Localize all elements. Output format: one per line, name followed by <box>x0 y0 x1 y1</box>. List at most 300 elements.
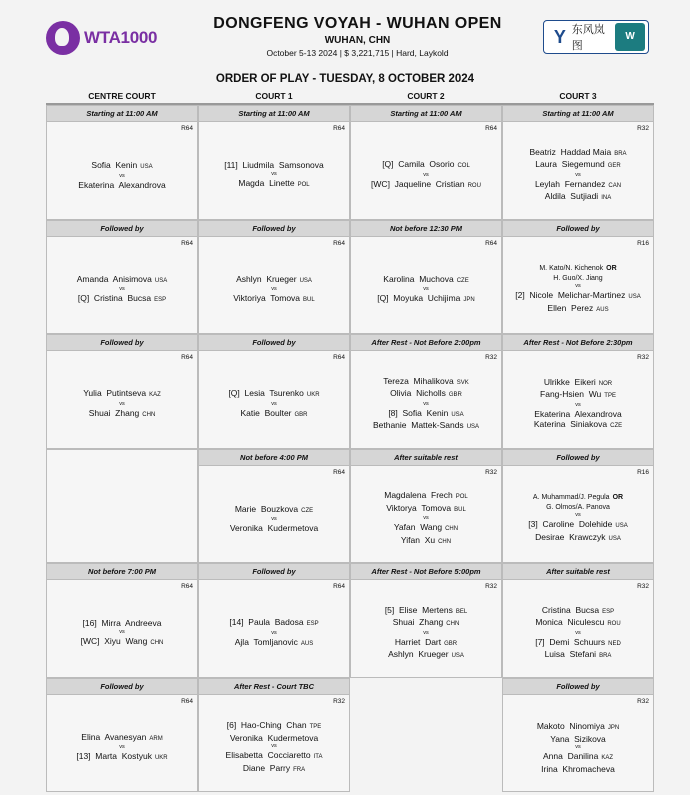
player-name <box>535 532 621 545</box>
schedule-row <box>46 334 654 449</box>
versus-label: vs <box>271 629 277 636</box>
player-name-text: A. Muhammad/J. Pegula <box>532 494 610 502</box>
player-name <box>78 180 165 191</box>
nationality-code: CHN <box>446 621 460 628</box>
player-name-text: Cristina Bucsa <box>541 604 600 615</box>
nationality-code: TPE <box>604 393 616 400</box>
doubles-pair <box>553 274 602 284</box>
player-name-text: H. Guo/X. Jiang <box>553 274 603 282</box>
player-name-text: Magda Linette <box>238 177 295 188</box>
match-time-band: Followed by <box>199 335 349 351</box>
versus-label: vs <box>423 286 429 293</box>
match-time-band: After suitable rest <box>351 450 501 466</box>
player-name <box>230 523 318 534</box>
player-name <box>81 732 162 745</box>
match-players <box>351 594 501 673</box>
match-round: R64 <box>333 125 345 132</box>
match-round: R64 <box>181 697 193 705</box>
player-name-text: Elina Avanesyan <box>81 731 147 742</box>
player-name-text: Ashlyn Krueger <box>388 649 449 660</box>
match-players <box>503 480 653 559</box>
court-header-row <box>46 89 654 105</box>
match-round: R64 <box>181 125 193 132</box>
match-players <box>47 594 197 673</box>
nationality-code: USA <box>140 164 153 171</box>
schedule-rows <box>46 105 654 792</box>
match-round: R64 <box>333 239 345 247</box>
player-name <box>240 408 307 421</box>
match-time-band: Followed by <box>503 221 653 237</box>
nationality-code: ESP <box>154 297 167 304</box>
nationality-code: ROU <box>467 182 481 189</box>
nationality-code: KAZ <box>149 392 161 399</box>
player-name-text: [Q] Camila Osorio <box>382 159 455 170</box>
empty-match-cell <box>46 449 198 564</box>
match-time-band: Followed by <box>47 679 197 695</box>
match-players <box>351 365 501 444</box>
tournament-header <box>180 15 535 58</box>
match-time-band: Followed by <box>503 450 653 466</box>
match-players <box>503 365 653 444</box>
versus-label: vs <box>575 629 581 636</box>
player-name-text: Viktorya Tomova <box>386 502 452 513</box>
player-name-text: Shuai Zhang <box>88 407 140 418</box>
player-name-text: Desirae Krawczyk <box>535 531 606 542</box>
nationality-code: USA <box>628 294 641 301</box>
player-name-text: Veronika Kudermetova <box>229 523 319 534</box>
nationality-code: USA <box>615 523 628 530</box>
versus-label: vs <box>423 629 429 636</box>
player-name <box>545 191 611 204</box>
match-time-band: After Rest - Not Before 2:30pm <box>503 335 653 351</box>
player-name-text: [Q] Lesia Tsurenko <box>228 388 304 399</box>
player-name <box>81 636 164 649</box>
versus-label: vs <box>119 400 125 407</box>
player-name <box>385 605 467 618</box>
nationality-code: GBR <box>294 411 308 418</box>
wuhan-open-emblem-icon: W <box>615 23 645 51</box>
player-name <box>382 159 470 172</box>
voyah-symbol-icon: Y <box>553 27 566 47</box>
court-header-centre: CENTRE COURT <box>88 91 156 101</box>
nationality-code: CHN <box>142 411 156 418</box>
versus-label: vs <box>423 171 429 178</box>
match-round: R64 <box>333 468 345 476</box>
player-name <box>394 522 458 535</box>
player-name <box>371 179 481 192</box>
nationality-code: GBR <box>448 392 462 399</box>
schedule-row <box>46 105 654 220</box>
match-round: R64 <box>333 583 345 590</box>
player-name <box>547 303 608 316</box>
player-name <box>226 750 323 763</box>
match-time-band: Not before 7:00 PM <box>47 564 197 580</box>
match-cell <box>350 449 502 564</box>
player-name <box>537 721 619 734</box>
match-cell <box>46 220 198 335</box>
match-time-band: Followed by <box>199 564 349 580</box>
doubles-pair <box>539 264 616 274</box>
versus-label: vs <box>575 283 581 290</box>
wta-logo-text: WTA1000 <box>84 28 158 47</box>
schedule-row <box>46 563 654 678</box>
player-name-text: Ulrikke Eikeri <box>543 376 596 387</box>
player-name-text: [7] Demi Schuurs <box>535 636 606 647</box>
nationality-code: ITA <box>313 754 323 761</box>
match-time-band: Not before 12:30 PM <box>351 221 501 237</box>
nationality-code: UKR <box>154 755 168 762</box>
match-time-band: After Rest - Not Before 2:00pm <box>351 335 501 351</box>
player-name-text: Ajla Tomljanovic <box>234 636 298 647</box>
match-time-band: Starting at 11:00 AM <box>47 106 197 122</box>
player-name-text: [6] Hao-Ching Chan <box>226 720 307 731</box>
nationality-code: USA <box>451 653 464 660</box>
match-cell <box>46 563 198 678</box>
player-name <box>235 637 314 650</box>
player-name-text: Diane Parry <box>242 762 291 773</box>
or-label: OR <box>612 494 624 502</box>
nationality-code: CAN <box>608 182 622 189</box>
match-time-band: After suitable rest <box>503 564 653 580</box>
match-players <box>47 136 197 215</box>
match-players <box>351 251 501 330</box>
player-name-text: Katie Boulter <box>240 407 292 418</box>
player-name-text: Irina Khromacheva <box>541 763 615 774</box>
match-round: R32 <box>637 583 649 590</box>
match-players <box>199 594 349 673</box>
versus-label: vs <box>271 286 277 293</box>
player-name <box>545 649 612 662</box>
nationality-code: CZE <box>456 277 469 284</box>
player-name <box>83 388 161 401</box>
player-name-text: Veronika Kudermetova <box>229 732 319 743</box>
match-cell <box>502 220 654 335</box>
nationality-code: POL <box>455 494 468 501</box>
court-header-2: COURT 2 <box>407 91 445 101</box>
match-cell <box>198 563 350 678</box>
match-players <box>351 480 501 559</box>
nationality-code: AUS <box>300 640 314 647</box>
nationality-code: USA <box>154 277 168 284</box>
player-name <box>383 274 468 287</box>
nationality-code: USA <box>466 424 480 431</box>
match-round: R64 <box>485 125 497 132</box>
player-name <box>535 159 620 172</box>
wta-player-icon <box>46 21 80 55</box>
player-name-text: Yulia Putintseva <box>83 388 147 399</box>
tournament-location: WUHAN, CHN <box>324 35 391 46</box>
match-players <box>199 251 349 330</box>
player-name-text: Makoto Ninomiya <box>536 721 605 732</box>
match-time-band: After Rest - Not Before 5:00pm <box>351 564 501 580</box>
nationality-code: COL <box>457 163 470 170</box>
match-cell <box>350 220 502 335</box>
match-time-band: Not before 4:00 PM <box>199 450 349 466</box>
match-time-band: Followed by <box>47 335 197 351</box>
nationality-code: BUL <box>454 506 466 513</box>
match-players <box>47 251 197 330</box>
nationality-code: POL <box>297 181 310 188</box>
nationality-code: ROU <box>607 621 621 628</box>
wta1000-logo <box>46 20 176 56</box>
match-round: R64 <box>333 354 345 361</box>
player-name <box>540 389 616 402</box>
versus-label: vs <box>575 744 581 751</box>
player-name <box>386 503 466 516</box>
player-name-text: Viktoriya Tomova <box>233 293 301 304</box>
match-cell <box>46 678 198 793</box>
nationality-code: ESP <box>306 621 319 628</box>
player-name-text: Elisabetta Cocciaretto <box>225 750 311 761</box>
match-players <box>503 136 653 215</box>
player-name-text: [Q] Cristina Bucsa <box>77 293 152 304</box>
player-name <box>544 377 612 390</box>
nationality-code: BEL <box>455 608 468 615</box>
match-cell <box>502 334 654 449</box>
nationality-code: SVK <box>456 379 469 386</box>
match-players <box>199 480 349 559</box>
schedule-row <box>46 449 654 564</box>
versus-label: vs <box>271 400 277 407</box>
match-cell <box>502 563 654 678</box>
player-name <box>401 535 451 548</box>
match-players <box>503 251 653 330</box>
player-name <box>393 617 460 630</box>
player-name <box>528 519 627 532</box>
match-time-band: Followed by <box>503 679 653 695</box>
doubles-pair <box>546 503 610 513</box>
player-name-text: Ellen Perez <box>547 302 594 313</box>
match-players <box>199 136 349 215</box>
player-name-text: G. Olmos/A. Panova <box>546 503 610 511</box>
player-name <box>529 147 626 160</box>
player-name-text: Luisa Stefani <box>544 649 597 660</box>
nationality-code: KAZ <box>601 755 613 762</box>
versus-label: vs <box>119 744 125 751</box>
nationality-code: NOR <box>598 380 613 387</box>
player-name-text: [WC] Jaqueline Cristian <box>371 178 465 189</box>
player-name <box>233 293 314 306</box>
match-round: R64 <box>181 583 193 590</box>
player-name <box>390 388 462 401</box>
nationality-code: GER <box>607 163 621 170</box>
player-name <box>228 388 319 401</box>
player-name-text: Amanda Anisimova <box>76 273 152 284</box>
versus-label: vs <box>575 401 581 408</box>
match-round: R32 <box>637 697 649 705</box>
match-round: R32 <box>485 468 497 476</box>
player-name-text: [11] Liudmila Samsonova <box>224 160 324 171</box>
player-name-text: Ekaterina Alexandrova <box>534 408 622 419</box>
player-name-text: Ashlyn Krueger <box>236 273 297 284</box>
player-name <box>535 637 621 650</box>
player-name-text: [16] Mirra Andreeva <box>82 618 162 629</box>
match-round: R64 <box>181 239 193 247</box>
player-name <box>243 763 305 776</box>
player-name <box>224 160 324 171</box>
match-players <box>503 594 653 673</box>
match-time-band: Starting at 11:00 AM <box>199 106 349 122</box>
versus-label: vs <box>271 170 277 177</box>
versus-label: vs <box>119 628 125 635</box>
nationality-code: FRA <box>293 766 306 773</box>
schedule-row <box>46 220 654 335</box>
match-round: R32 <box>485 354 497 361</box>
schedule-row <box>46 678 654 793</box>
versus-label: vs <box>423 400 429 407</box>
player-name <box>388 649 464 662</box>
voyah-sponsor-logo <box>543 20 649 54</box>
player-name <box>384 490 468 503</box>
match-cell <box>198 678 350 793</box>
player-name <box>395 637 457 650</box>
versus-label: vs <box>575 512 581 519</box>
match-time-band: Followed by <box>47 221 197 237</box>
match-round: R16 <box>637 239 649 247</box>
player-name <box>83 618 162 629</box>
match-round: R32 <box>333 697 345 705</box>
player-name <box>77 274 167 287</box>
player-name-text: [8] Sofia Kenin <box>388 407 449 418</box>
player-name <box>535 617 620 630</box>
player-name <box>238 178 309 191</box>
player-name <box>78 293 166 306</box>
player-name <box>550 734 606 745</box>
player-name-text: M. Kato/N. Kichenok <box>539 265 604 273</box>
match-cell <box>502 678 654 793</box>
player-name-text: Magdalena Frech <box>384 490 453 501</box>
nationality-code: JPN <box>463 297 475 304</box>
nationality-code: JPN <box>607 725 620 732</box>
player-name <box>236 274 312 287</box>
player-name <box>89 408 156 421</box>
player-name <box>229 617 318 630</box>
player-name-text: Yifan Xu <box>400 534 436 545</box>
player-name <box>535 179 621 192</box>
player-name-text: [5] Elise Mertens <box>384 604 453 615</box>
match-round: R32 <box>485 583 497 590</box>
match-cell <box>46 105 198 220</box>
nationality-code: INA <box>601 195 612 202</box>
player-name <box>76 751 167 764</box>
court-header-3: COURT 3 <box>559 91 597 101</box>
player-name-text: [2] Nicole Melichar-Martinez <box>515 290 626 301</box>
nationality-code: CZE <box>610 423 623 430</box>
player-name <box>543 751 613 764</box>
match-cell <box>350 105 502 220</box>
player-name-text: Aldila Sutjiadi <box>544 191 599 202</box>
order-of-play-title: ORDER OF PLAY - TUESDAY, 8 OCTOBER 2024 <box>215 73 475 85</box>
match-round: R64 <box>181 354 193 361</box>
match-cell <box>502 105 654 220</box>
player-name-text: Sofia Kenin <box>91 160 138 171</box>
nationality-code: UKR <box>306 392 320 399</box>
nationality-code: ESP <box>602 608 615 615</box>
match-round: R32 <box>637 354 649 361</box>
nationality-code: CHN <box>445 526 459 533</box>
nationality-code: AUS <box>596 306 609 313</box>
player-name-text: Katerina Siniakova <box>533 419 608 430</box>
player-name-text: [13] Marta Kostyuk <box>76 751 152 762</box>
match-players <box>199 709 349 788</box>
player-name-text: Karolina Muchova <box>383 273 454 284</box>
player-name-text: [14] Paula Badosa <box>229 617 304 628</box>
player-name-text: Bethanie Mattek-Sands <box>372 420 464 431</box>
versus-label: vs <box>575 171 581 178</box>
player-name-text: Tereza Mihalikova <box>383 375 454 386</box>
match-cell <box>198 220 350 335</box>
nationality-code: CHN <box>150 639 164 646</box>
player-name-text: Yafan Wang <box>393 522 443 533</box>
match-players <box>47 709 197 788</box>
match-cell <box>198 105 350 220</box>
player-name-text: Shuai Zhang <box>392 617 444 628</box>
nationality-code: BUL <box>303 297 315 304</box>
versus-label: vs <box>119 286 125 293</box>
tournament-info: October 5-13 2024 | $ 3,221,715 | Hard, Laykold <box>266 48 449 58</box>
player-name <box>383 376 468 389</box>
nationality-code: USA <box>299 277 312 284</box>
match-cell <box>350 563 502 678</box>
match-time-band: Starting at 11:00 AM <box>503 106 653 122</box>
tournament-title: DONGFENG VOYAH - WUHAN OPEN <box>213 15 502 32</box>
sponsor-name: 东风岚图 <box>571 24 605 52</box>
player-name <box>541 764 615 775</box>
player-name-text: Ekaterina Alexandrova <box>78 179 166 190</box>
match-time-band: Followed by <box>199 221 349 237</box>
nationality-code: CZE <box>301 507 314 514</box>
nationality-code: USA <box>608 535 621 542</box>
match-players <box>503 709 653 788</box>
player-name-text: Yana Sizikova <box>550 733 606 744</box>
schedule-grid <box>46 89 654 792</box>
versus-label: vs <box>271 743 277 750</box>
player-name-text: [WC] Xiyu Wang <box>80 635 148 646</box>
court-header-1: COURT 1 <box>255 91 293 101</box>
match-players <box>351 136 501 215</box>
player-name <box>230 733 318 744</box>
player-name <box>515 290 640 303</box>
match-cell <box>502 449 654 564</box>
player-name-text: Olivia Nicholls <box>390 388 446 399</box>
nationality-code: USA <box>451 411 464 418</box>
nationality-code: GBR <box>444 640 458 647</box>
player-name-text: Fang-Hsien Wu <box>540 389 602 400</box>
player-name-text: [3] Caroline Dolehide <box>528 519 613 530</box>
player-name-text: Harriet Dart <box>394 636 442 647</box>
player-name <box>227 720 322 733</box>
match-cell <box>198 449 350 564</box>
player-name <box>534 419 622 432</box>
versus-label: vs <box>423 515 429 522</box>
player-name-text: Anna Danilina <box>543 751 599 762</box>
match-round: R32 <box>637 125 649 132</box>
player-name <box>91 160 152 173</box>
player-name <box>542 605 614 618</box>
player-name-text: Monica Niculescu <box>535 617 605 628</box>
match-time-band: Starting at 11:00 AM <box>351 106 501 122</box>
player-name-text: Marie Bouzkova <box>234 503 299 514</box>
nationality-code: ARM <box>149 735 163 742</box>
player-name-text: Laura Siegemund <box>535 159 605 170</box>
versus-label: vs <box>119 172 125 179</box>
nationality-code: NED <box>608 640 621 647</box>
empty-match-cell <box>350 678 502 793</box>
nationality-code: BRA <box>599 653 612 660</box>
player-name-text: Leylah Fernandez <box>534 178 606 189</box>
nationality-code: BRA <box>614 150 627 157</box>
or-label: OR <box>606 265 617 273</box>
